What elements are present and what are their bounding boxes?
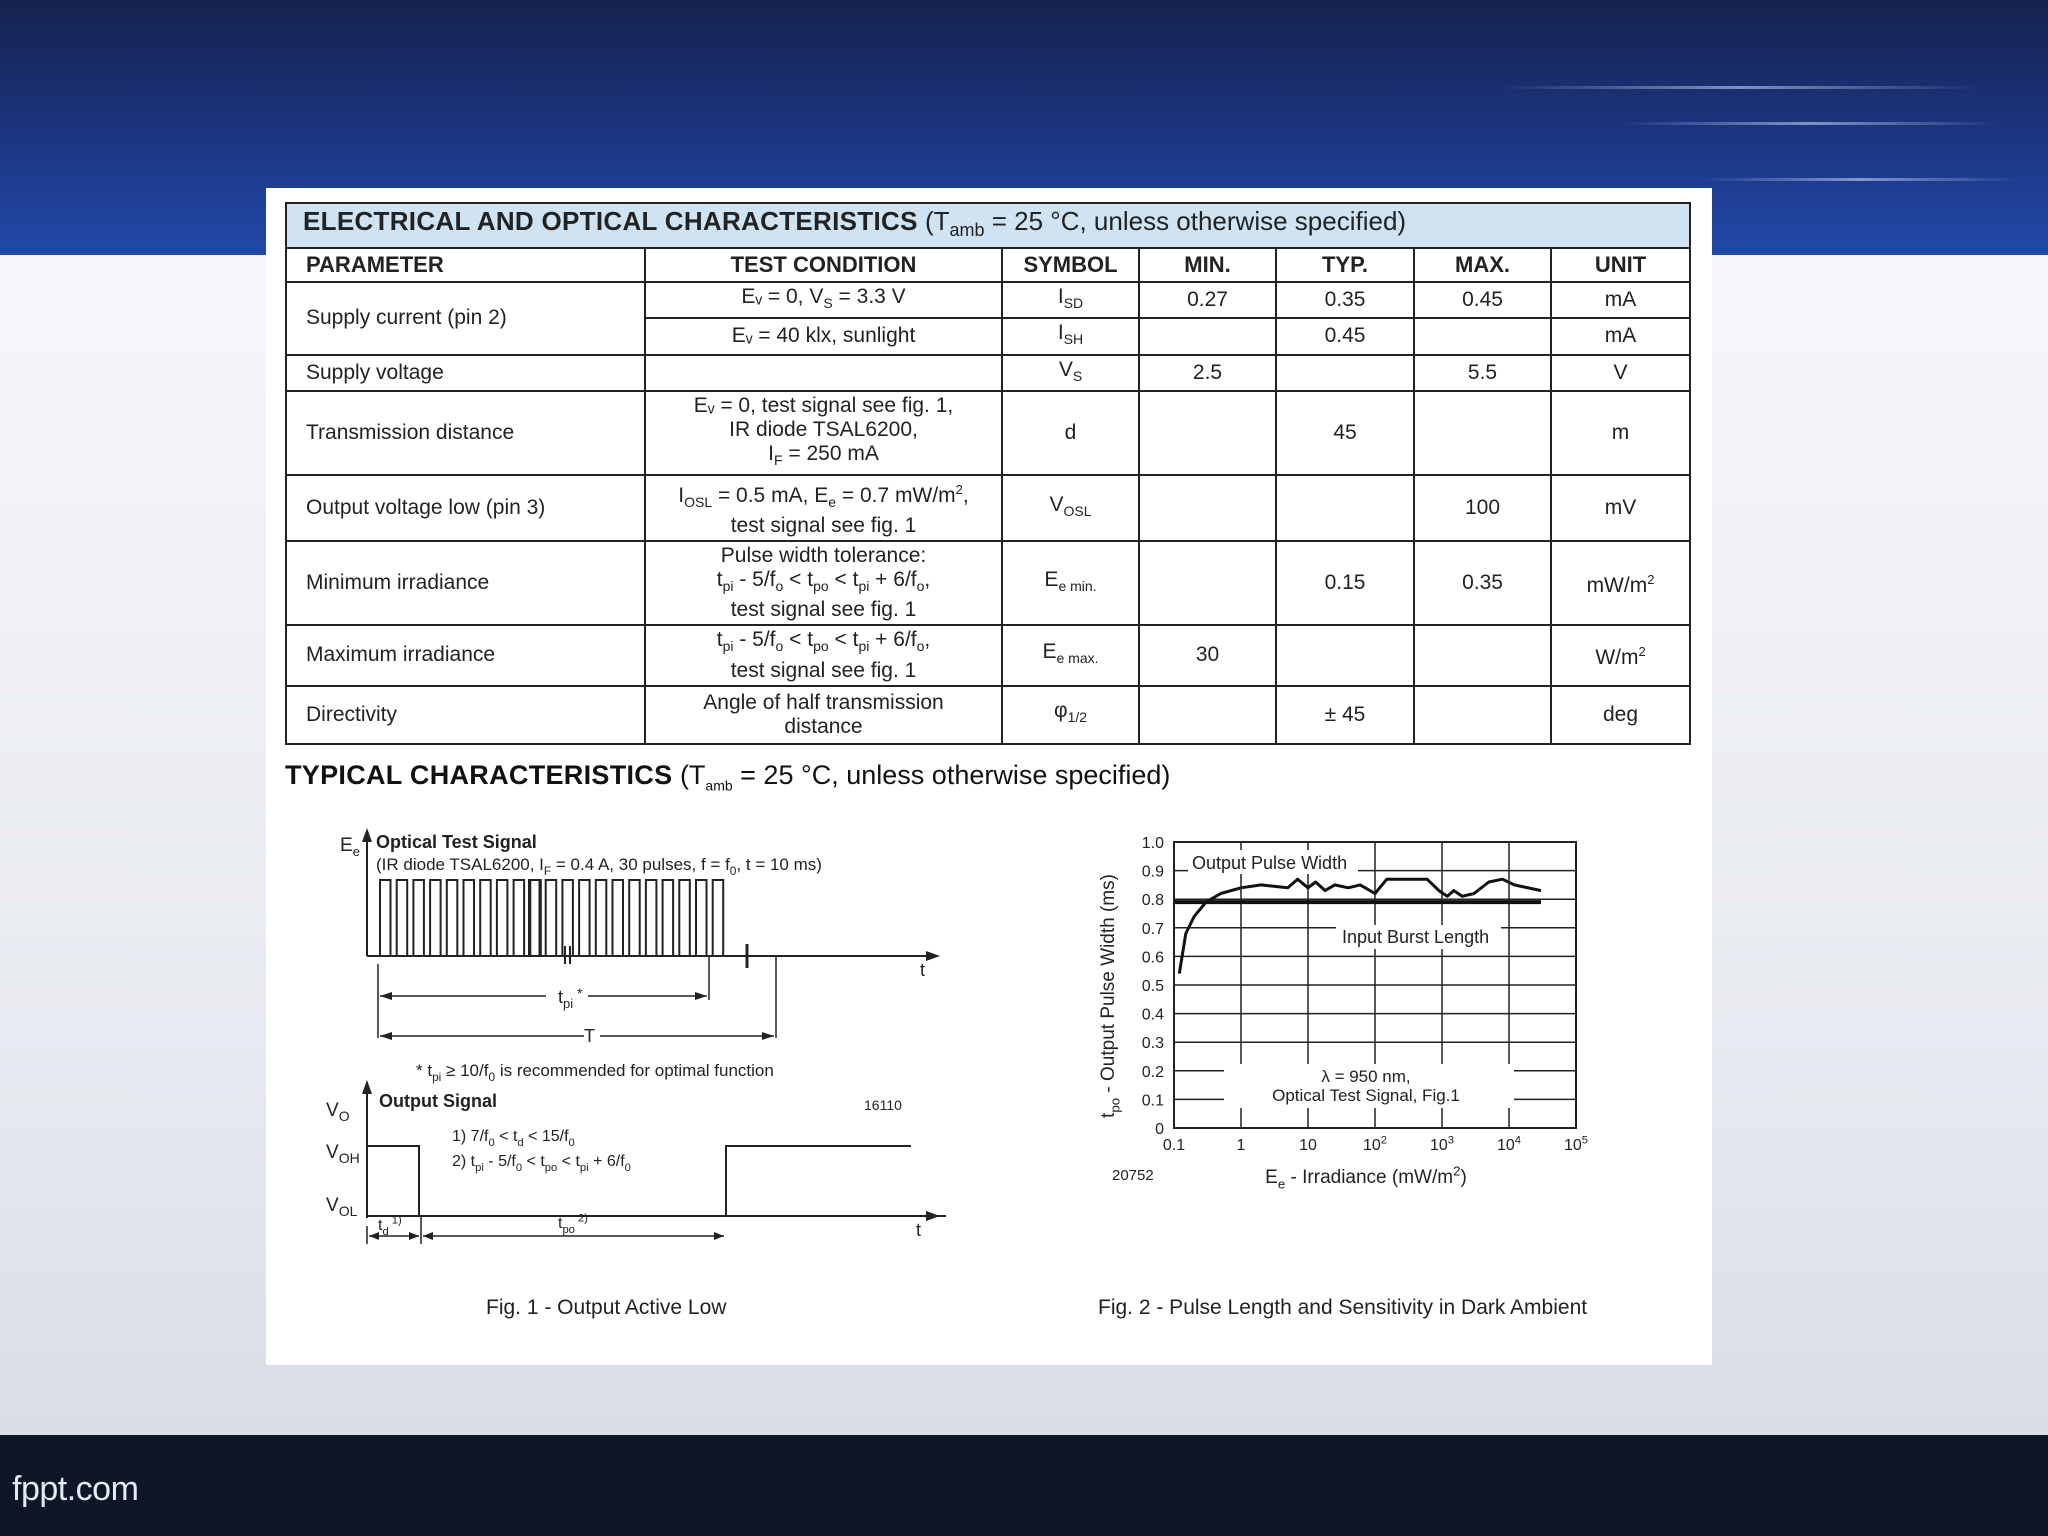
y-tick-label: 0.5	[1141, 978, 1164, 995]
output-signal-title: Output Signal	[379, 1091, 497, 1111]
table-row	[286, 391, 1690, 475]
symbol-cell: $I_{SH}$	[1002, 318, 1139, 354]
vo-axis-arrow	[362, 1080, 372, 1094]
y-tick-label: 0.3	[1141, 1035, 1164, 1053]
fig1-diagram	[326, 828, 946, 1248]
typ-cell	[1276, 625, 1414, 685]
fig2-code: 20752	[1112, 1167, 1154, 1184]
unit-cell: $W/m^2$	[1551, 625, 1690, 685]
cond-cell: Eᵥ = 0, $V_S = 3.3$ V	[645, 282, 1002, 318]
optical-test-signal-detail: (IR diode TSAL6200, $I_F = 0.4$ A, 30 pulses, $f = f_0$, t = 10 ms)	[376, 855, 822, 879]
y-tick-label: 1.0	[1141, 835, 1164, 852]
cond-cell: Eᵥ = 40 klx, sunlight	[645, 318, 1002, 354]
table-row	[286, 686, 1690, 744]
label-lambda: λ = 950 nm,	[1321, 1067, 1411, 1086]
typ-cell: 0.45	[1276, 318, 1414, 354]
label-output-pulse-width: Output Pulse Width	[1192, 853, 1348, 873]
typ-cell: 0.35	[1276, 282, 1414, 318]
min-cell: 30	[1139, 625, 1276, 685]
td-label: $t_d$ $^{1)}$	[378, 1214, 402, 1238]
fig2-chart	[1076, 828, 1676, 1288]
table-row	[286, 282, 1690, 318]
symbol-cell: $V_{OSL}$	[1002, 475, 1139, 541]
footer-band	[0, 1435, 2048, 1536]
slide-content	[266, 188, 1712, 1365]
characteristics-table	[285, 202, 1691, 745]
cond-cell: $I_{OSL} = 0.5$ mA, $E_e = 0.7$ $mW/m^2$, test signal see fig. 1	[645, 475, 1002, 541]
typ-cell: 45	[1276, 391, 1414, 475]
unit-cell: V	[1551, 355, 1690, 391]
x-tick-label: 1	[1236, 1137, 1246, 1154]
output-signal-high	[726, 1146, 911, 1216]
label-optical-test-signal: Optical Test Signal, Fig.1	[1272, 1086, 1460, 1105]
max-cell	[1414, 391, 1551, 475]
typical-characteristics-title: TYPICAL CHARACTERISTICS ($T_{amb} = 25$ °C, unless otherwise specified)	[285, 760, 1171, 794]
min-cell	[1139, 391, 1276, 475]
table-row	[286, 625, 1690, 685]
tpi-label: $t_{pi}$ *	[558, 985, 583, 1011]
header-streak	[1700, 178, 2020, 181]
x-tick-label: 0.1	[1162, 1137, 1186, 1154]
t-axis-arrow	[926, 951, 940, 961]
x-tick-label: $10^4$	[1496, 1134, 1522, 1154]
table-row	[286, 541, 1690, 625]
table-title: ELECTRICAL AND OPTICAL CHARACTERISTICS ($T_{amb} = 25$ °C, unless otherwise specified)	[286, 203, 1690, 248]
unit-cell: mA	[1551, 318, 1690, 354]
col-header: TYP.	[1276, 248, 1414, 282]
col-header: PARAMETER	[286, 248, 645, 282]
table-row	[286, 475, 1690, 541]
param-cell: Supply voltage	[286, 355, 645, 391]
y-tick-label: 0.6	[1141, 949, 1164, 967]
fig2-y-axis-label: $t_{po}$ - Output Pulse Width (ms)	[1098, 874, 1123, 1118]
optical-pulse-train	[367, 880, 723, 956]
param-cell: Minimum irradiance	[286, 541, 645, 625]
t2-axis-arrow	[926, 1211, 940, 1221]
max-cell	[1414, 686, 1551, 744]
unit-cell: $mW/m^2$	[1551, 541, 1690, 625]
ee-axis-arrow	[362, 828, 372, 842]
typ-cell: 0.15	[1276, 541, 1414, 625]
min-cell	[1139, 686, 1276, 744]
col-header: MAX.	[1414, 248, 1551, 282]
cond-cell: Pulse width tolerance: $t_{pi} - 5/f_o < t_{po} < t_{pi} + 6/f_o$, test signal see fig. 1	[645, 541, 1002, 625]
unit-cell: m	[1551, 391, 1690, 475]
table-row	[286, 355, 1690, 391]
tpo-label: $t_{po}$ $^{2)}$	[558, 1212, 588, 1236]
x-tick-label: $10^3$	[1429, 1134, 1455, 1154]
cond-cell: Eᵥ = 0, test signal see fig. 1, IR diode TSAL6200, $I_F = 250$ mA	[645, 391, 1002, 475]
cond-cell	[645, 355, 1002, 391]
col-header: UNIT	[1551, 248, 1690, 282]
table-title-row	[286, 203, 1690, 248]
min-cell	[1139, 318, 1276, 354]
y-tick-label: 0.1	[1141, 1092, 1164, 1110]
unit-cell: mA	[1551, 282, 1690, 318]
t2-label: t	[916, 1220, 922, 1240]
label-input-burst-length: Input Burst Length	[1342, 927, 1490, 947]
symbol-cell: $E_{e max.}$	[1002, 625, 1139, 685]
typ-cell	[1276, 475, 1414, 541]
param-cell: Directivity	[286, 686, 645, 744]
unit-cell: deg	[1551, 686, 1690, 744]
ee-label: $E_e$	[340, 835, 360, 859]
typ-cell	[1276, 355, 1414, 391]
x-tick-label: 10	[1299, 1137, 1317, 1154]
brand-logo-text[interactable]: fppt.com	[12, 1470, 139, 1508]
symbol-cell: $\varphi_{1/2}$	[1002, 686, 1139, 744]
min-cell: 0.27	[1139, 282, 1276, 318]
symbol-cell: $E_{e min.}$	[1002, 541, 1139, 625]
header-streak	[1620, 122, 2000, 125]
max-cell: 0.35	[1414, 541, 1551, 625]
y-tick-label: 0	[1155, 1121, 1164, 1138]
unit-cell: mV	[1551, 475, 1690, 541]
symbol-cell: d	[1002, 391, 1139, 475]
max-cell	[1414, 625, 1551, 685]
y-tick-label: 0.2	[1141, 1063, 1164, 1081]
col-header: SYMBOL	[1002, 248, 1139, 282]
symbol-cell: $I_{SD}$	[1002, 282, 1139, 318]
cond-cell: Angle of half transmission distance	[645, 686, 1002, 744]
fig1-code: 16110	[864, 1097, 902, 1113]
x-tick-label: $10^2$	[1362, 1134, 1388, 1154]
y-tick-label: 0.9	[1141, 863, 1164, 881]
col-header: TEST CONDITION	[645, 248, 1002, 282]
param-cell: Supply current (pin 2)	[286, 282, 645, 354]
param-cell: Maximum irradiance	[286, 625, 645, 685]
voh-label: $V_{OH}$	[326, 1142, 360, 1166]
note-1: 1) $7/f_0 < t_d < 15/f_0$	[452, 1128, 575, 1149]
vo-label: $V_O$	[326, 1100, 350, 1124]
header-streak	[1500, 86, 1980, 89]
max-cell: 0.45	[1414, 282, 1551, 318]
note-2: 2) $t_{pi} - 5/f_0 < t_{po} < t_{pi} + 6/f_0$	[452, 1153, 631, 1174]
x-tick-label: $10^5$	[1563, 1134, 1589, 1154]
table-header-row	[286, 248, 1690, 282]
typ-cell: ± 45	[1276, 686, 1414, 744]
param-cell: Output voltage low (pin 3)	[286, 475, 645, 541]
tpi-footnote: * $t_{pi} \ge 10/f_0$ is recommended for optimal function	[416, 1061, 774, 1085]
y-tick-label: 0.8	[1141, 892, 1164, 910]
symbol-cell: $V_S$	[1002, 355, 1139, 391]
fig2-x-axis-label: $E_e$ - Irradiance $(mW/m^2)$	[1265, 1163, 1467, 1192]
y-tick-label: 0.4	[1141, 1006, 1164, 1024]
col-header: MIN.	[1139, 248, 1276, 282]
max-cell: 100	[1414, 475, 1551, 541]
fig1-caption: Fig. 1 - Output Active Low	[486, 1296, 727, 1319]
vol-label: $V_{OL}$	[326, 1195, 358, 1219]
max-cell: 5.5	[1414, 355, 1551, 391]
T-label: T	[584, 1026, 595, 1046]
t-label: t	[920, 960, 926, 980]
cond-cell: $t_{pi} - 5/f_o < t_{po} < t_{pi} + 6/f_o$, test signal see fig. 1	[645, 625, 1002, 685]
min-cell: 2.5	[1139, 355, 1276, 391]
param-cell: Transmission distance	[286, 391, 645, 475]
y-tick-label: 0.7	[1141, 920, 1164, 938]
optical-test-signal-title: Optical Test Signal	[376, 832, 537, 852]
min-cell	[1139, 475, 1276, 541]
max-cell	[1414, 318, 1551, 354]
fig2-caption: Fig. 2 - Pulse Length and Sensitivity in Dark Ambient	[1098, 1296, 1588, 1319]
min-cell	[1139, 541, 1276, 625]
